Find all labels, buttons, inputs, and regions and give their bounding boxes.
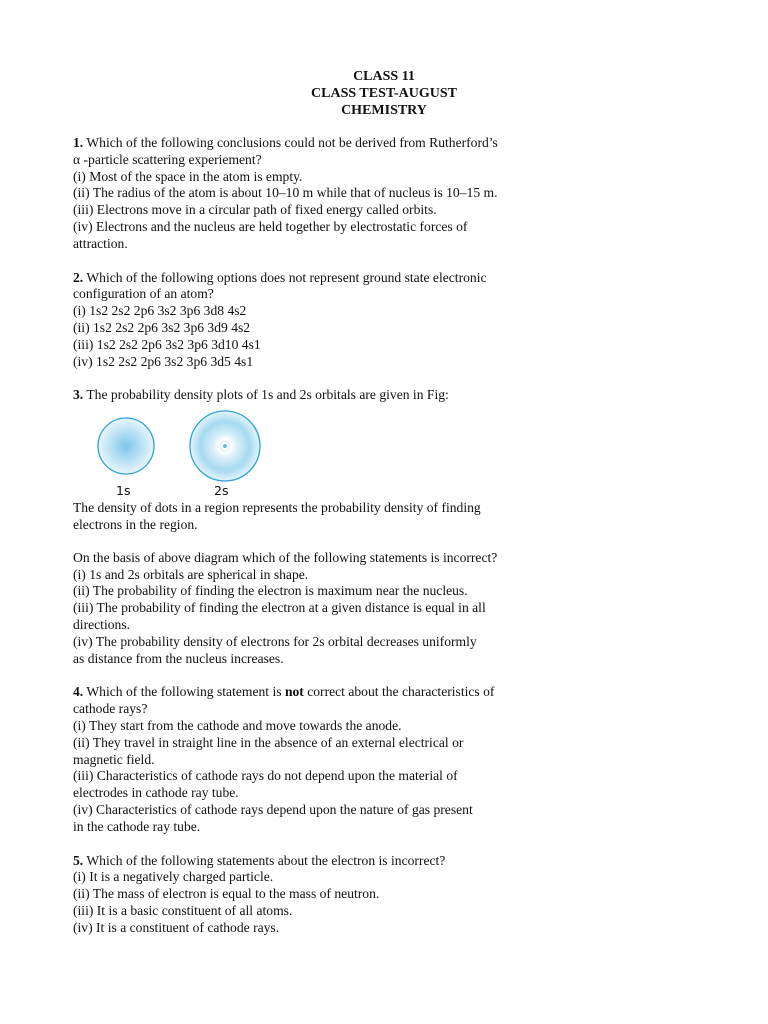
option: (ii) 1s2 2s2 2p6 3s2 3p6 3d9 4s2 (73, 319, 251, 335)
option: (iii) Characteristics of cathode rays do not depend upon the material of (73, 768, 458, 784)
option: (ii) They travel in straight line in the absence of an external electrical or (73, 734, 464, 750)
option: (i) They start from the cathode and move towards the anode. (73, 717, 402, 733)
question-list (73, 135, 573, 936)
question-stem-emphasis: not (284, 684, 304, 700)
question-4 (73, 684, 573, 835)
orbital-plots (73, 408, 293, 488)
option: attraction. (73, 235, 128, 251)
option: (ii) The radius of the atom is about 10–10 m while that of nucleus is 10–15 m. (73, 185, 498, 201)
option: (i) Most of the space in the atom is empty. (73, 168, 303, 184)
question-number: 5. (73, 852, 84, 868)
header-class: CLASS 11 (353, 69, 415, 84)
question-stem: correct about the characteristics of (303, 684, 495, 700)
option: (i) 1s and 2s orbitals are spherical in shape. (73, 566, 309, 582)
option: electrodes in cathode ray tube. (73, 785, 239, 801)
question-1 (73, 135, 573, 253)
orbital-2s-label: 2s (214, 483, 229, 499)
question-number: 1. (73, 135, 84, 150)
option: in the cathode ray tube. (73, 818, 201, 834)
question-stem: configuration of an atom? (73, 286, 214, 302)
question-stem: On the basis of above diagram which of the following statements is incorrect? (73, 549, 498, 565)
question-stem: Which of the following options does not represent ground state electronic (83, 269, 487, 285)
orbital-1s-label: 1s (116, 483, 131, 499)
question-stem: Which of the following conclusions could not be derived from Rutherford’s (83, 135, 498, 150)
question-stem: Which of the following statement is (83, 684, 285, 700)
question-2 (73, 270, 573, 371)
option: (iii) The probability of finding the electron at a given distance is equal in all (73, 600, 486, 616)
option: directions. (73, 616, 131, 632)
option: (iv) It is a constituent of cathode rays. (73, 919, 280, 935)
question-5 (73, 853, 573, 937)
option: (iii) Electrons move in a circular path of fixed energy called orbits. (73, 202, 437, 218)
orbital-figure (73, 408, 573, 500)
option: (iv) Characteristics of cathode rays depend upon the nature of gas present (73, 801, 473, 817)
option: (iv) 1s2 2s2 2p6 3s2 3p6 3d5 4s1 (73, 353, 254, 369)
header-test: CLASS TEST-AUGUST (311, 86, 457, 101)
question-number: 3. (73, 387, 84, 403)
orbital-1s-plot (98, 418, 154, 474)
option: (iv) Electrons and the nucleus are held together by electrostatic forces of (73, 218, 468, 234)
header-subject: CHEMISTRY (341, 103, 427, 118)
question-number: 4. (73, 684, 84, 700)
option: magnetic field. (73, 751, 155, 767)
option: (ii) The mass of electron is equal to the mass of neutron. (73, 886, 380, 902)
option: (iii) 1s2 2s2 2p6 3s2 3p6 3d10 4s1 (73, 336, 261, 352)
option: (iii) It is a basic constituent of all atoms. (73, 902, 293, 918)
option: (iv) The probability density of electrons for 2s orbital decreases uniformly (73, 633, 477, 649)
question-stem: Which of the following statements about the electron is incorrect? (83, 852, 446, 868)
option: (i) It is a negatively charged particle. (73, 869, 274, 885)
figure-caption: The density of dots in a region represents the probability density of finding (73, 500, 481, 516)
question-stem: α -particle scattering experiement? (73, 151, 262, 167)
document-header (0, 68, 622, 119)
question-stem: The probability density plots of 1s and 2s orbitals are given in Fig: (83, 387, 449, 403)
option: as distance from the nucleus increases. (73, 650, 284, 666)
option: (i) 1s2 2s2 2p6 3s2 3p6 3d8 4s2 (73, 303, 247, 319)
option: (ii) The probability of finding the electron is maximum near the nucleus. (73, 583, 468, 599)
question-number: 2. (73, 269, 84, 285)
question-3 (73, 387, 573, 667)
question-stem: cathode rays? (73, 701, 148, 717)
figure-caption: electrons in the region. (73, 516, 198, 532)
